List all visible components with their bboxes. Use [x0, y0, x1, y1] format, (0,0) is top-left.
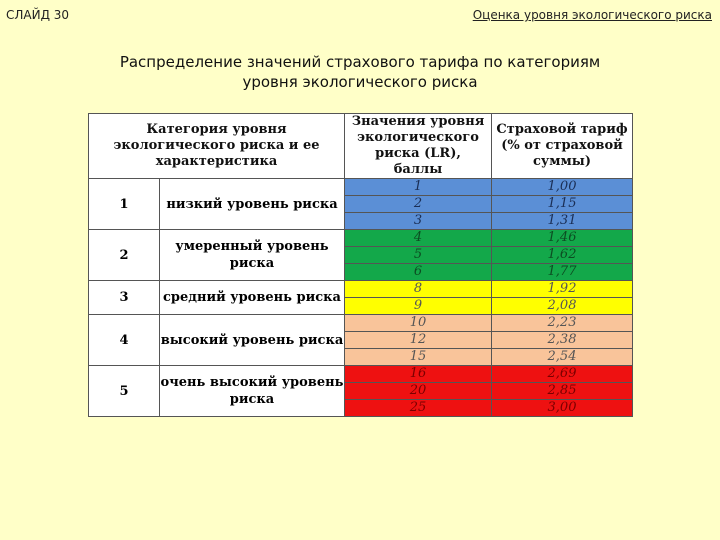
- title-line-2: уровня экологического риска: [242, 73, 478, 91]
- tariff-value: 2,23: [492, 315, 633, 332]
- category-number: 4: [89, 315, 160, 366]
- tariff-value: 1,92: [492, 281, 633, 298]
- table-row: [89, 281, 633, 298]
- tariff-value: 2,08: [492, 298, 633, 315]
- tariff-value: 1,00: [492, 179, 633, 196]
- slide-number: СЛАЙД 30: [6, 8, 70, 22]
- category-description: низкий уровень риска: [160, 179, 345, 230]
- lr-value: 15: [345, 349, 492, 366]
- header-category: Категория уровня экологического риска и ее характеристика: [89, 114, 345, 179]
- tariff-value: 2,54: [492, 349, 633, 366]
- tariff-value: 1,46: [492, 230, 633, 247]
- lr-value: 2: [345, 196, 492, 213]
- tariff-value: 1,31: [492, 213, 633, 230]
- lr-value: 1: [345, 179, 492, 196]
- tariff-value: 1,15: [492, 196, 633, 213]
- lr-value: 8: [345, 281, 492, 298]
- lr-value: 3: [345, 213, 492, 230]
- category-number: 2: [89, 230, 160, 281]
- lr-value: 6: [345, 264, 492, 281]
- category-description: очень высокий уровень риска: [160, 366, 345, 417]
- table-row: [89, 179, 633, 196]
- table-row: [89, 315, 633, 332]
- section-title-link[interactable]: Оценка уровня экологического риска: [472, 8, 712, 22]
- tariff-value: 3,00: [492, 400, 633, 417]
- table-row: [89, 230, 633, 247]
- page-title: [0, 52, 720, 92]
- table-header-row: [89, 114, 633, 179]
- tariff-value: 2,85: [492, 383, 633, 400]
- header-tariff: Страховой тариф (% от страховой суммы): [492, 114, 633, 179]
- table-row: [89, 366, 633, 383]
- lr-value: 12: [345, 332, 492, 349]
- tariff-value: 1,62: [492, 247, 633, 264]
- lr-value: 9: [345, 298, 492, 315]
- lr-value: 20: [345, 383, 492, 400]
- lr-value: 25: [345, 400, 492, 417]
- category-description: средний уровень риска: [160, 281, 345, 315]
- category-number: 1: [89, 179, 160, 230]
- category-description: умеренный уровень риска: [160, 230, 345, 281]
- tariff-value: 1,77: [492, 264, 633, 281]
- risk-tariff-table: [88, 113, 633, 417]
- lr-value: 16: [345, 366, 492, 383]
- tariff-value: 2,38: [492, 332, 633, 349]
- tariff-value: 2,69: [492, 366, 633, 383]
- category-number: 5: [89, 366, 160, 417]
- lr-value: 10: [345, 315, 492, 332]
- lr-value: 4: [345, 230, 492, 247]
- header-lr-values: Значения уровня экологического риска (LR), баллы: [345, 114, 492, 179]
- category-number: 3: [89, 281, 160, 315]
- category-description: высокий уровень риска: [160, 315, 345, 366]
- title-line-1: Распределение значений страхового тарифа по категориям: [119, 53, 601, 71]
- lr-value: 5: [345, 247, 492, 264]
